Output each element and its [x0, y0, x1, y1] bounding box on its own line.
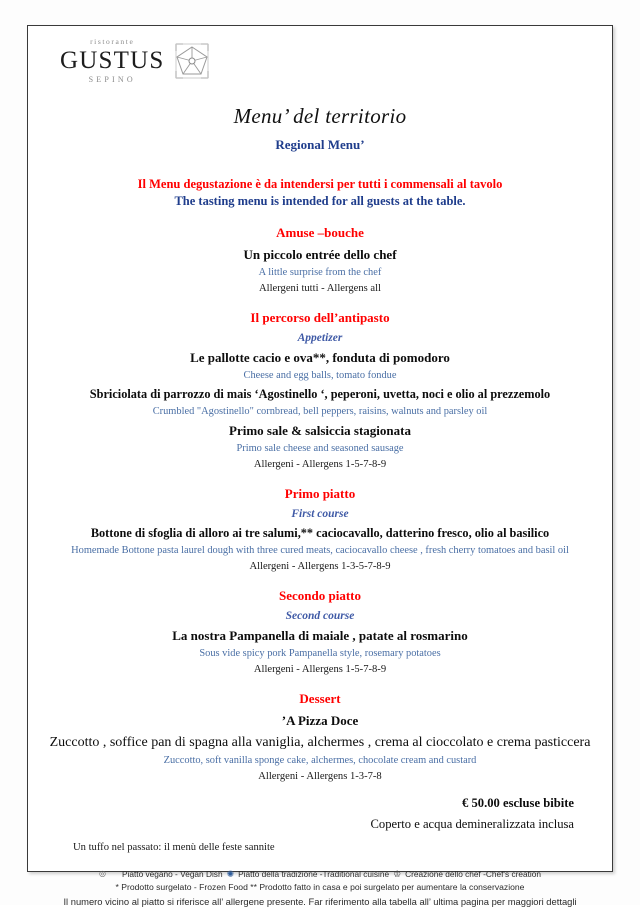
dish-translation: Homemade Bottone pasta laurel dough with three cured meats, caciocavallo cheese , fresh cherry tomatoes and basil oil	[71, 545, 569, 556]
legend-block	[28, 869, 612, 907]
dish-translation: A little surprise from the chef	[258, 267, 382, 278]
dish-translation: Crumbled "Agostinello" cornbread, bell peppers, raisins, walnuts and parsley oil	[152, 406, 488, 417]
menu-sheet	[27, 25, 613, 907]
legend-vegan-label: Piatto vegano - Vegan Dish	[122, 869, 223, 879]
dish-name: Sbriciolata di parrozzo di mais ‘Agostinello ‘, peperoni, uvetta, noci e olio al prezzemolo	[89, 387, 551, 401]
allergens-line: Allergeni tutti - Allergens all	[258, 283, 381, 294]
course-subheading: First course	[291, 508, 349, 520]
menu-content	[28, 26, 612, 907]
course-heading: Secondo piatto	[279, 588, 361, 603]
logo-name-text: GUSTUS	[60, 46, 165, 74]
course-heading: Il percorso dell’antipasto	[250, 310, 390, 325]
course-antipasto	[28, 310, 612, 470]
dish-name: La nostra Pampanella di maiale , patate al rosmarino	[172, 628, 468, 643]
course-heading: Dessert	[299, 691, 341, 706]
dish-translation: Sous vide spicy pork Pampanella style, rosemary potatoes	[199, 648, 441, 659]
course-primo-piatto	[28, 486, 612, 572]
allergens-line: Allergeni - Allergens 1-5-7-8-9	[253, 664, 387, 675]
legend-row-frozen	[28, 882, 612, 892]
allergens-line: Allergeni - Allergens 1-3-7-8	[258, 771, 382, 782]
page-subtitle: Regional Menu’	[275, 137, 365, 152]
dish-translation: Cheese and egg balls, tomato fondue	[243, 370, 397, 381]
dish-name: Un piccolo entrée dello chef	[243, 247, 397, 262]
tradition-mark-icon: ✺	[226, 868, 235, 879]
allergens-line: Allergeni - Allergens 1-3-5-7-8-9	[249, 561, 391, 572]
legend-tradition-label: Piatto della tradizione -Traditional cuisine	[238, 869, 390, 879]
legend-frozen-label: * Prodotto surgelato - Frozen Food ** Prodotto fatto in casa e poi surgelato per aumentare la conservazione	[115, 882, 525, 892]
dish-name: Le pallotte cacio e ova**, fonduta di pomodoro	[190, 350, 450, 365]
course-subheading: Second course	[285, 610, 355, 622]
vegan-leaf-icon: ◎	[99, 869, 107, 878]
course-subheading: Appetizer	[297, 332, 343, 344]
legend-row-symbols	[28, 869, 612, 879]
page-title: Menu’ del territorio	[233, 104, 407, 128]
price-block	[28, 796, 612, 832]
course-dessert	[28, 691, 612, 782]
dish-name: Zuccotto , soffice pan di spagna alla vaniglia, alchermes , crema al cioccolato e crema pasticcera	[49, 735, 591, 750]
logo-location-text: SEPINO	[88, 74, 136, 84]
dish-translation: Primo sale cheese and seasoned sausage	[236, 443, 404, 454]
course-heading: Primo piatto	[284, 486, 356, 501]
dish-translation: Zuccotto, soft vanilla sponge cake, alchermes, chocolate cream and custard	[163, 755, 477, 766]
price-note: Coperto e acqua demineralizzata inclusa	[370, 817, 574, 831]
dish-name: Bottone di sfoglia di alloro ai tre salumi,** caciocavallo, datterino fresco, olio al basilico	[90, 526, 550, 540]
course-secondo-piatto	[28, 588, 612, 675]
legend-row-note	[28, 896, 612, 907]
course-heading: Amuse –bouche	[276, 225, 364, 240]
allergens-line: Allergeni - Allergens 1-5-7-8-9	[253, 459, 387, 470]
legend-allergen-note: Il numero vicino al piatto si riferisce all’ allergene presente. Far riferimento alla tabella all’ ultima pagina per maggiori dettagli	[63, 896, 577, 907]
tasting-notice-en: The tasting menu is intended for all guests at the table.	[174, 194, 466, 208]
course-amuse-bouche	[28, 225, 612, 294]
price-amount: € 50.00 escluse bibite	[462, 796, 574, 810]
menu-tagline: Un tuffo nel passato: il menù delle feste sannite	[73, 842, 275, 853]
tasting-notice-it: Il Menu degustazione è da intendersi per tutti i commensali al tavolo	[137, 177, 503, 191]
logo-ristorante-text: ristorante	[90, 37, 135, 47]
dish-name: ’A Pizza Doce	[281, 713, 359, 728]
chef-hat-icon: ♔	[393, 868, 402, 879]
dish-name: Primo sale & salsiccia stagionata	[229, 423, 411, 438]
legend-chef-label: Creazione dello chef -Chef's creation	[405, 869, 541, 879]
